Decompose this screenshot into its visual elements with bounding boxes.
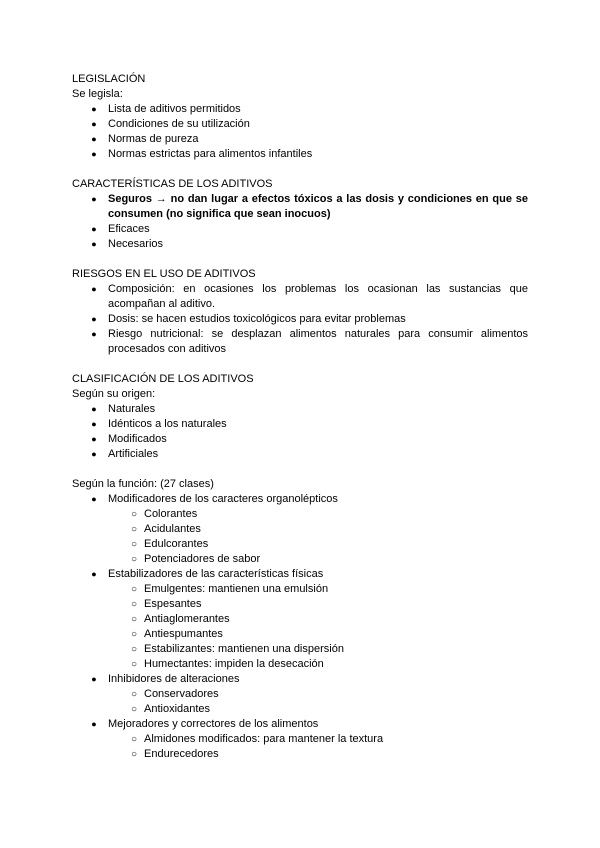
bullet-icon: ● [91, 314, 97, 324]
sub-list-item: ○ Antiaglomerantes [130, 613, 230, 625]
circle-bullet-icon: ○ [130, 644, 138, 655]
circle-bullet-icon: ○ [130, 749, 138, 760]
riesgos-list [72, 282, 528, 357]
sub-list-item: ○ Espesantes [130, 598, 202, 610]
sub-list-item: ○ Conservadores [130, 688, 219, 700]
list-item: ● Inhibidores de alteraciones ○ Conservadores ○ Antioxidantes [72, 672, 528, 717]
legislacion-intro: Se legisla: [72, 88, 123, 100]
sub-list-item: ○ Potenciadores de sabor [130, 553, 261, 565]
bullet-icon: ● [91, 674, 97, 684]
section-heading-caracteristicas: CARACTERÍSTICAS DE LOS ADITIVOS [72, 178, 273, 190]
sub-list-item: ○ Edulcorantes [130, 538, 209, 550]
list-item: ● Artificiales [72, 447, 528, 462]
circle-bullet-icon: ○ [130, 599, 138, 610]
list-item: ● Modificados [72, 432, 528, 447]
section-heading-clasificacion: CLASIFICACIÓN DE LOS ADITIVOS [72, 373, 254, 385]
bullet-icon: ● [91, 119, 97, 129]
bullet-icon: ● [91, 104, 97, 114]
caracteristicas-list [72, 192, 528, 252]
list-item: ● Lista de aditivos permitidos [72, 102, 528, 117]
list-item: ● Estabilizadores de las características físicas ○ Emulgentes: mantienen una emulsión ○ Espesantes ○ Antiaglomerantes ○ Antiespumantes ○ Estabilizantes: mantienen una dispersión ○ Humectantes: impiden la desecación [72, 567, 528, 672]
list-item: ● Modificadores de los caracteres organolépticos ○ Colorantes ○ Acidulantes ○ Edulcorantes ○ Potenciadores de sabor [72, 492, 528, 567]
bullet-icon: ● [91, 434, 97, 444]
sub-list-item: ○ Colorantes [130, 508, 198, 520]
sub-list-item: ○ Humectantes: impiden la desecación [130, 658, 324, 670]
list-item: ● Composición: en ocasiones los problemas los ocasionan las sustancias que acompañan al aditivo. [72, 282, 528, 312]
circle-bullet-icon: ○ [130, 524, 138, 535]
sub-list-item: ○ Almidones modificados: para mantener la textura [130, 733, 384, 745]
bullet-icon: ● [91, 329, 97, 339]
circle-bullet-icon: ○ [130, 689, 138, 700]
section-heading-legislacion: LEGISLACIÓN [72, 73, 146, 85]
bullet-icon: ● [91, 494, 97, 504]
sub-list [108, 582, 528, 672]
origen-intro: Según su origen: [72, 388, 156, 400]
sub-list-item: ○ Acidulantes [130, 523, 201, 535]
list-item: ● Condiciones de su utilización [72, 117, 528, 132]
circle-bullet-icon: ○ [130, 509, 138, 520]
bullet-icon: ● [91, 149, 97, 159]
list-item: ● Eficaces [72, 222, 528, 237]
document-content [72, 72, 528, 762]
list-item: ● Riesgo nutricional: se desplazan alimentos naturales para consumir alimentos procesados con aditivos [72, 327, 528, 357]
bullet-icon: ● [91, 719, 97, 729]
circle-bullet-icon: ○ [130, 584, 138, 595]
section-heading-riesgos: RIESGOS EN EL USO DE ADITIVOS [72, 268, 256, 280]
circle-bullet-icon: ○ [130, 539, 138, 550]
circle-bullet-icon: ○ [130, 734, 138, 745]
bullet-icon: ● [91, 194, 97, 204]
legislacion-list [72, 102, 528, 162]
bullet-icon: ● [91, 449, 97, 459]
bullet-icon: ● [91, 404, 97, 414]
sub-list-item: ○ Estabilizantes: mantienen una dispersión [130, 643, 344, 655]
list-item: ● Idénticos a los naturales [72, 417, 528, 432]
list-item: ● Mejoradores y correctores de los alimentos ○ Almidones modificados: para mantener la textura ○ Endurecedores [72, 717, 528, 762]
funcion-list [72, 492, 528, 762]
bullet-icon: ● [91, 224, 97, 234]
list-item: ● Seguros → no dan lugar a efectos tóxicos a las dosis y condiciones en que se consumen (no significa que sean inocuos) [72, 192, 528, 222]
sub-list [108, 687, 528, 717]
sub-list [108, 732, 528, 762]
circle-bullet-icon: ○ [130, 704, 138, 715]
sub-list-item: ○ Antiespumantes [130, 628, 223, 640]
bullet-icon: ● [91, 134, 97, 144]
list-item: ● Necesarios [72, 237, 528, 252]
circle-bullet-icon: ○ [130, 554, 138, 565]
sub-list-item: ○ Endurecedores [130, 748, 219, 760]
origen-list [72, 402, 528, 462]
list-item: ● Normas estrictas para alimentos infantiles [72, 147, 528, 162]
sub-list-item: ○ Antioxidantes [130, 703, 211, 715]
bullet-icon: ● [91, 284, 97, 294]
list-item: ● Naturales [72, 402, 528, 417]
sub-list [108, 507, 528, 567]
sub-list-item: ○ Emulgentes: mantienen una emulsión [130, 583, 329, 595]
bullet-icon: ● [91, 569, 97, 579]
bullet-icon: ● [91, 419, 97, 429]
circle-bullet-icon: ○ [130, 659, 138, 670]
bullet-icon: ● [91, 239, 97, 249]
list-item: ● Dosis: se hacen estudios toxicológicos para evitar problemas [72, 312, 528, 327]
funcion-intro: Según la función: (27 clases) [72, 478, 214, 490]
circle-bullet-icon: ○ [130, 614, 138, 625]
circle-bullet-icon: ○ [130, 629, 138, 640]
list-item: ● Normas de pureza [72, 132, 528, 147]
